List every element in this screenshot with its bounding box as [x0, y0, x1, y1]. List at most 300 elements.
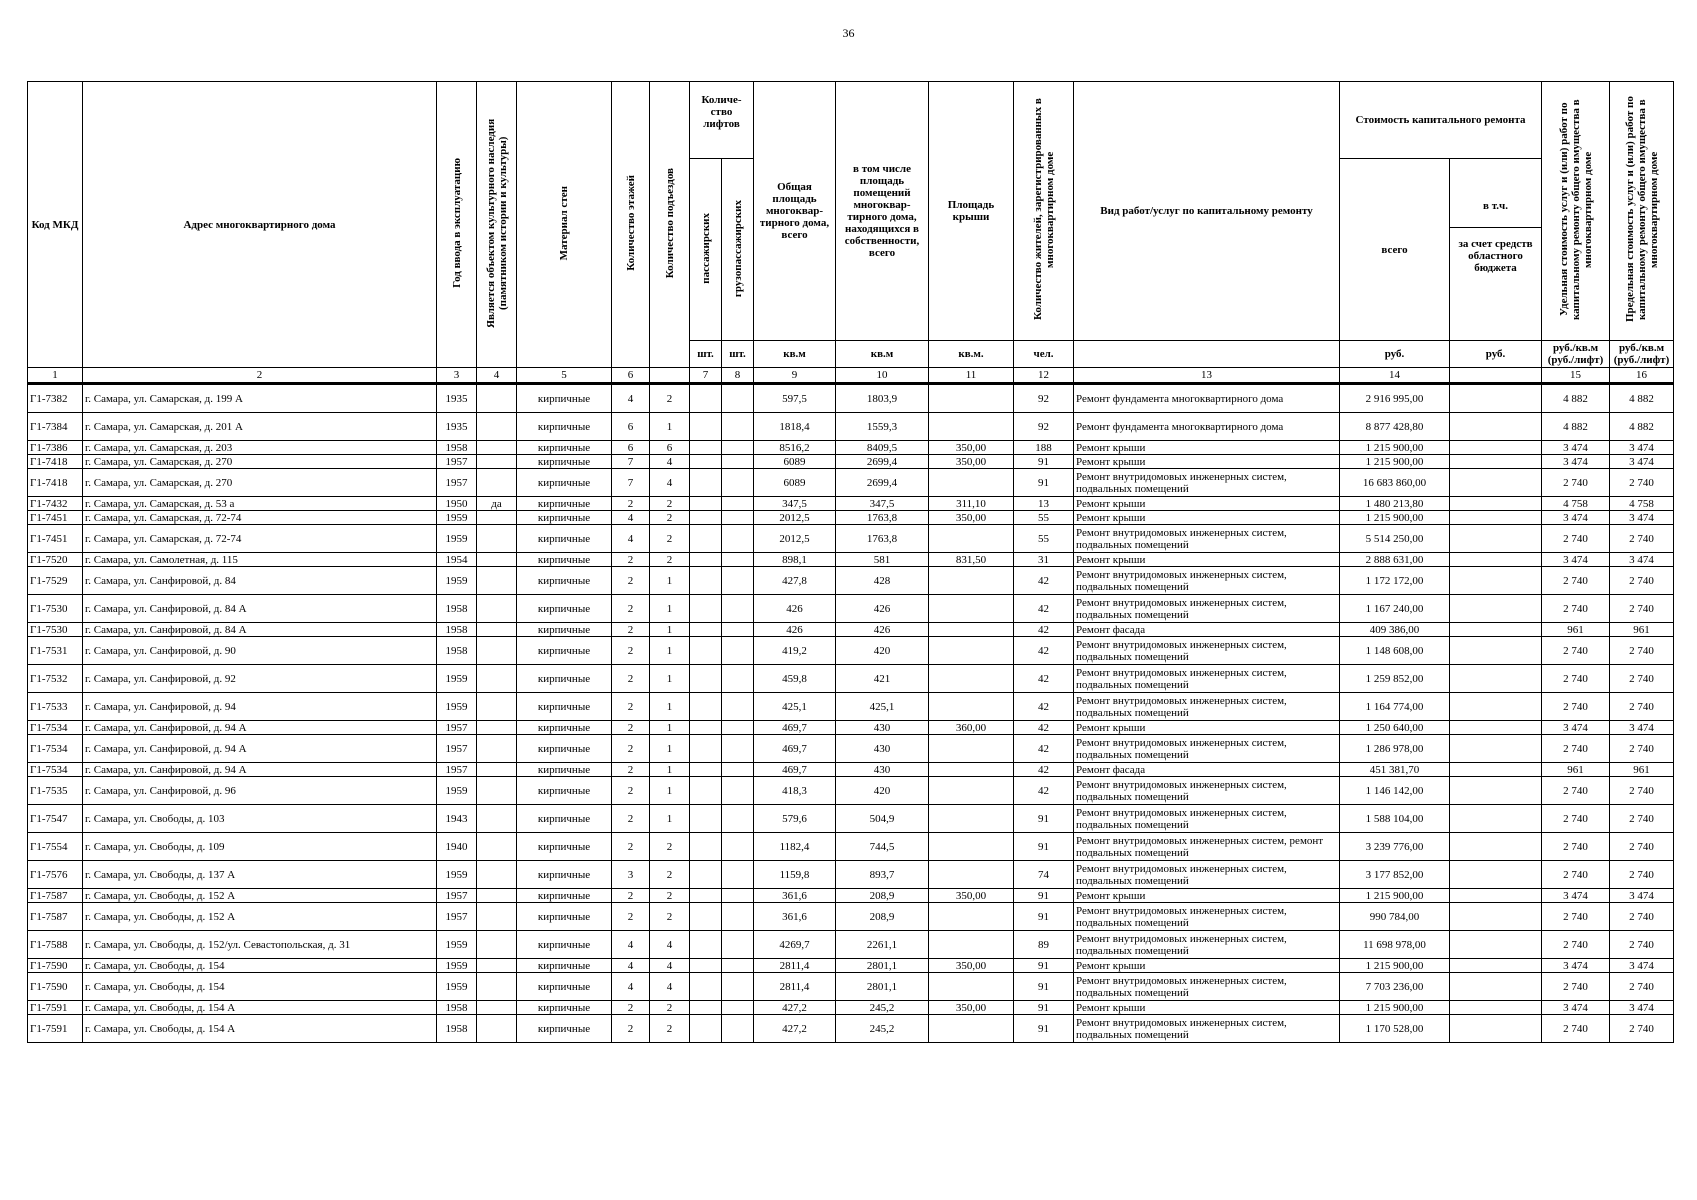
header-wall: Материал стен [517, 82, 612, 368]
cell-lifts-pass [690, 1015, 722, 1043]
cell-area-total: 427,8 [754, 567, 836, 595]
cell-max-cost: 2 740 [1610, 595, 1674, 623]
cell-floors: 2 [612, 735, 650, 763]
cell-area-owned: 744,5 [836, 833, 929, 861]
cell-cost-total: 1 146 142,00 [1340, 777, 1450, 805]
cell-lifts-pass [690, 959, 722, 973]
cell-cost-total: 1 215 900,00 [1340, 1001, 1450, 1015]
cell-cost-total: 1 215 900,00 [1340, 455, 1450, 469]
cell-cost-budget [1450, 413, 1542, 441]
cell-entrances: 2 [650, 861, 690, 889]
cell-entrances: 1 [650, 637, 690, 665]
cell-lifts-cargo [722, 735, 754, 763]
cell-work: Ремонт внутридомовых инженерных систем, подвальных помещений [1074, 469, 1340, 497]
cell-roof: 350,00 [929, 1001, 1014, 1015]
cell-cost-total: 409 386,00 [1340, 623, 1450, 637]
cell-cost-budget [1450, 1001, 1542, 1015]
cell-roof: 831,50 [929, 553, 1014, 567]
cell-wall: кирпичные [517, 763, 612, 777]
cell-cost-budget [1450, 553, 1542, 567]
cell-area-owned: 1559,3 [836, 413, 929, 441]
cell-address: г. Самара, ул. Свободы, д. 154 [83, 959, 437, 973]
cell-wall: кирпичные [517, 805, 612, 833]
cell-max-cost: 3 474 [1610, 959, 1674, 973]
header-cost-budget-group [1450, 159, 1542, 341]
cell-code: Г1-7534 [28, 735, 83, 763]
cell-entrances: 6 [650, 441, 690, 455]
cell-entrances: 1 [650, 721, 690, 735]
cell-address: г. Самара, ул. Санфировой, д. 94 А [83, 763, 437, 777]
cell-unit-cost: 2 740 [1542, 973, 1610, 1001]
cell-residents: 42 [1014, 721, 1074, 735]
cell-area-owned: 2699,4 [836, 469, 929, 497]
table-row [28, 455, 1674, 469]
cell-entrances: 1 [650, 413, 690, 441]
cell-code: Г1-7588 [28, 931, 83, 959]
header-work: Вид работ/услуг по капитальному ремонту [1074, 82, 1340, 341]
table-row [28, 469, 1674, 497]
cell-entrances: 4 [650, 973, 690, 1001]
cell-lifts-pass [690, 763, 722, 777]
cell-heritage [477, 595, 517, 623]
cell-cost-budget [1450, 665, 1542, 693]
cell-lifts-cargo [722, 1015, 754, 1043]
cell-wall: кирпичные [517, 511, 612, 525]
unit-area-owned: кв.м [836, 341, 929, 368]
cell-floors: 4 [612, 931, 650, 959]
cell-area-owned: 420 [836, 637, 929, 665]
cell-wall: кирпичные [517, 384, 612, 413]
cell-year: 1954 [437, 553, 477, 567]
cell-cost-total: 1 172 172,00 [1340, 567, 1450, 595]
cell-work: Ремонт фасада [1074, 763, 1340, 777]
unit-max-cost: руб./кв.м (руб./лифт) [1610, 341, 1674, 368]
cell-cost-total: 2 916 995,00 [1340, 384, 1450, 413]
cell-work: Ремонт крыши [1074, 721, 1340, 735]
cell-year: 1957 [437, 735, 477, 763]
cell-address: г. Самара, ул. Свободы, д. 152 А [83, 903, 437, 931]
cell-entrances: 2 [650, 497, 690, 511]
cell-code: Г1-7418 [28, 469, 83, 497]
cell-code: Г1-7432 [28, 497, 83, 511]
cell-address: г. Самара, ул. Самарская, д. 53 а [83, 497, 437, 511]
cell-cost-total: 1 215 900,00 [1340, 889, 1450, 903]
cell-wall: кирпичные [517, 959, 612, 973]
cell-heritage [477, 777, 517, 805]
cell-code: Г1-7591 [28, 1001, 83, 1015]
cell-residents: 91 [1014, 455, 1074, 469]
cell-lifts-pass [690, 637, 722, 665]
cell-address: г. Самара, ул. Санфировой, д. 84 [83, 567, 437, 595]
cell-year: 1959 [437, 931, 477, 959]
cell-wall: кирпичные [517, 413, 612, 441]
cell-max-cost: 2 740 [1610, 567, 1674, 595]
cell-roof [929, 567, 1014, 595]
cell-max-cost: 2 740 [1610, 861, 1674, 889]
cell-residents: 89 [1014, 931, 1074, 959]
unit-cost-budget: руб. [1450, 341, 1542, 368]
cell-cost-total: 990 784,00 [1340, 903, 1450, 931]
cell-lifts-pass [690, 384, 722, 413]
cell-heritage [477, 1001, 517, 1015]
cell-lifts-pass [690, 861, 722, 889]
cell-heritage [477, 469, 517, 497]
cell-code: Г1-7587 [28, 903, 83, 931]
cell-unit-cost: 4 758 [1542, 497, 1610, 511]
cell-roof [929, 469, 1014, 497]
cell-cost-total: 1 215 900,00 [1340, 441, 1450, 455]
cell-wall: кирпичные [517, 861, 612, 889]
cell-roof [929, 623, 1014, 637]
cell-roof [929, 903, 1014, 931]
cell-heritage [477, 455, 517, 469]
column-number: 15 [1542, 368, 1610, 384]
cell-area-total: 6089 [754, 469, 836, 497]
cell-cost-total: 2 888 631,00 [1340, 553, 1450, 567]
cell-area-owned: 893,7 [836, 861, 929, 889]
cell-entrances: 2 [650, 889, 690, 903]
cell-address: г. Самара, ул. Самарская, д. 201 А [83, 413, 437, 441]
repair-register-table [27, 81, 1674, 1043]
cell-lifts-pass [690, 693, 722, 721]
column-number: 11 [929, 368, 1014, 384]
cell-unit-cost: 3 474 [1542, 721, 1610, 735]
table-row [28, 777, 1674, 805]
cell-heritage [477, 567, 517, 595]
cell-roof [929, 805, 1014, 833]
unit-roof: кв.м. [929, 341, 1014, 368]
cell-residents: 92 [1014, 384, 1074, 413]
cell-unit-cost: 961 [1542, 763, 1610, 777]
cell-cost-budget [1450, 441, 1542, 455]
cell-address: г. Самара, ул. Санфировой, д. 90 [83, 637, 437, 665]
cell-year: 1959 [437, 959, 477, 973]
cell-residents: 55 [1014, 525, 1074, 553]
cell-floors: 2 [612, 763, 650, 777]
cell-lifts-cargo [722, 469, 754, 497]
cell-floors: 2 [612, 497, 650, 511]
column-number [1450, 368, 1542, 384]
cell-residents: 91 [1014, 805, 1074, 833]
cell-residents: 188 [1014, 441, 1074, 455]
cell-address: г. Самара, ул. Самолетная, д. 115 [83, 553, 437, 567]
cell-wall: кирпичные [517, 693, 612, 721]
cell-area-total: 2012,5 [754, 511, 836, 525]
cell-work: Ремонт внутридомовых инженерных систем, подвальных помещений [1074, 777, 1340, 805]
cell-lifts-cargo [722, 595, 754, 623]
cell-floors: 7 [612, 455, 650, 469]
header-area-total: Общая площадь многоквар-тирного дома, всего [754, 82, 836, 341]
cell-code: Г1-7530 [28, 623, 83, 637]
cell-lifts-pass [690, 511, 722, 525]
cell-entrances: 1 [650, 693, 690, 721]
unit-work [1074, 341, 1340, 368]
cell-code: Г1-7547 [28, 805, 83, 833]
cell-roof [929, 931, 1014, 959]
cell-wall: кирпичные [517, 777, 612, 805]
cell-year: 1935 [437, 413, 477, 441]
cell-area-owned: 245,2 [836, 1015, 929, 1043]
cell-roof: 311,10 [929, 497, 1014, 511]
cell-work: Ремонт внутридомовых инженерных систем, подвальных помещений [1074, 1015, 1340, 1043]
cell-code: Г1-7535 [28, 777, 83, 805]
cell-wall: кирпичные [517, 623, 612, 637]
cell-heritage [477, 623, 517, 637]
table-row [28, 959, 1674, 973]
table-row [28, 889, 1674, 903]
cell-cost-total: 1 215 900,00 [1340, 511, 1450, 525]
cell-floors: 2 [612, 777, 650, 805]
cell-address: г. Самара, ул. Свободы, д. 109 [83, 833, 437, 861]
cell-area-total: 2811,4 [754, 959, 836, 973]
cell-area-owned: 1803,9 [836, 384, 929, 413]
cell-cost-total: 1 170 528,00 [1340, 1015, 1450, 1043]
cell-entrances: 1 [650, 623, 690, 637]
cell-entrances: 2 [650, 511, 690, 525]
cell-entrances: 4 [650, 931, 690, 959]
cell-cost-total: 451 381,70 [1340, 763, 1450, 777]
header-residents: Количество жителей, зарегистрированных в многоквартирном доме [1014, 82, 1074, 341]
cell-residents: 91 [1014, 1001, 1074, 1015]
header-heritage: Является объектом культурного наследия (памятником истории и культуры) [477, 82, 517, 368]
cell-work: Ремонт фундамента многоквартирного дома [1074, 384, 1340, 413]
cell-lifts-pass [690, 413, 722, 441]
cell-max-cost: 2 740 [1610, 777, 1674, 805]
cell-area-total: 2811,4 [754, 973, 836, 1001]
cell-lifts-cargo [722, 777, 754, 805]
cell-unit-cost: 3 474 [1542, 889, 1610, 903]
cell-work: Ремонт крыши [1074, 959, 1340, 973]
cell-area-total: 427,2 [754, 1001, 836, 1015]
cell-roof: 350,00 [929, 455, 1014, 469]
cell-lifts-cargo [722, 511, 754, 525]
column-number [650, 368, 690, 384]
cell-area-total: 418,3 [754, 777, 836, 805]
cell-wall: кирпичные [517, 553, 612, 567]
cell-cost-budget [1450, 721, 1542, 735]
cell-residents: 91 [1014, 959, 1074, 973]
column-number: 4 [477, 368, 517, 384]
cell-wall: кирпичные [517, 721, 612, 735]
cell-address: г. Самара, ул. Самарская, д. 199 А [83, 384, 437, 413]
cell-unit-cost: 2 740 [1542, 567, 1610, 595]
cell-max-cost: 2 740 [1610, 693, 1674, 721]
cell-area-total: 1818,4 [754, 413, 836, 441]
cell-unit-cost: 3 474 [1542, 511, 1610, 525]
cell-work: Ремонт внутридомовых инженерных систем, подвальных помещений [1074, 903, 1340, 931]
table-row [28, 1001, 1674, 1015]
cell-lifts-cargo [722, 455, 754, 469]
unit-residents: чел. [1014, 341, 1074, 368]
cell-unit-cost: 3 474 [1542, 441, 1610, 455]
table-row [28, 931, 1674, 959]
column-number: 2 [83, 368, 437, 384]
cell-area-total: 898,1 [754, 553, 836, 567]
header-entrances: Количество подъездов [650, 82, 690, 368]
table-row [28, 665, 1674, 693]
cell-area-owned: 426 [836, 623, 929, 637]
cell-unit-cost: 2 740 [1542, 931, 1610, 959]
cell-entrances: 1 [650, 777, 690, 805]
cell-address: г. Самара, ул. Свободы, д. 137 А [83, 861, 437, 889]
cell-area-owned: 426 [836, 595, 929, 623]
cell-max-cost: 2 740 [1610, 525, 1674, 553]
table-row [28, 833, 1674, 861]
cell-work: Ремонт крыши [1074, 1001, 1340, 1015]
table-row [28, 623, 1674, 637]
column-number: 10 [836, 368, 929, 384]
cell-floors: 2 [612, 567, 650, 595]
cell-roof [929, 637, 1014, 665]
cell-cost-budget [1450, 693, 1542, 721]
cell-max-cost: 2 740 [1610, 931, 1674, 959]
cell-lifts-pass [690, 525, 722, 553]
table-row [28, 1015, 1674, 1043]
cell-lifts-cargo [722, 959, 754, 973]
cell-area-owned: 347,5 [836, 497, 929, 511]
header-lifts-pass: пассажирских [690, 159, 722, 341]
cell-lifts-pass [690, 721, 722, 735]
unit-unit-cost: руб./кв.м (руб./лифт) [1542, 341, 1610, 368]
cell-year: 1957 [437, 455, 477, 469]
cell-year: 1959 [437, 777, 477, 805]
cell-cost-budget [1450, 973, 1542, 1001]
cell-area-owned: 208,9 [836, 889, 929, 903]
cell-lifts-cargo [722, 1001, 754, 1015]
cell-cost-total: 16 683 860,00 [1340, 469, 1450, 497]
cell-residents: 42 [1014, 623, 1074, 637]
cell-heritage [477, 525, 517, 553]
cell-residents: 91 [1014, 889, 1074, 903]
cell-unit-cost: 2 740 [1542, 903, 1610, 931]
cell-address: г. Самара, ул. Санфировой, д. 84 А [83, 623, 437, 637]
cell-code: Г1-7520 [28, 553, 83, 567]
cell-area-owned: 245,2 [836, 1001, 929, 1015]
cell-cost-total: 1 164 774,00 [1340, 693, 1450, 721]
cell-cost-budget [1450, 889, 1542, 903]
cell-residents: 91 [1014, 1015, 1074, 1043]
cell-code: Г1-7534 [28, 721, 83, 735]
cell-heritage [477, 693, 517, 721]
cell-area-owned: 428 [836, 567, 929, 595]
cell-address: г. Самара, ул. Самарская, д. 270 [83, 455, 437, 469]
cell-heritage [477, 441, 517, 455]
cell-residents: 91 [1014, 469, 1074, 497]
cell-area-total: 1182,4 [754, 833, 836, 861]
cell-cost-total: 11 698 978,00 [1340, 931, 1450, 959]
cell-area-total: 2012,5 [754, 525, 836, 553]
cell-entrances: 1 [650, 735, 690, 763]
column-number: 3 [437, 368, 477, 384]
cell-work: Ремонт крыши [1074, 441, 1340, 455]
cell-cost-budget [1450, 455, 1542, 469]
cell-lifts-pass [690, 1001, 722, 1015]
column-number: 1 [28, 368, 83, 384]
cell-address: г. Самара, ул. Свободы, д. 154 [83, 973, 437, 1001]
cell-residents: 31 [1014, 553, 1074, 567]
cell-code: Г1-7554 [28, 833, 83, 861]
cell-floors: 4 [612, 525, 650, 553]
cell-lifts-pass [690, 973, 722, 1001]
cell-cost-budget [1450, 861, 1542, 889]
cell-residents: 74 [1014, 861, 1074, 889]
cell-code: Г1-7384 [28, 413, 83, 441]
cell-lifts-cargo [722, 805, 754, 833]
cell-unit-cost: 3 474 [1542, 1001, 1610, 1015]
cell-floors: 2 [612, 637, 650, 665]
header-unit-cost: Удельная стоимость услуг и (или) работ по капитальному ремонту общего имущества в многоквартирном доме [1542, 82, 1610, 341]
cell-heritage [477, 903, 517, 931]
cell-cost-budget [1450, 1015, 1542, 1043]
cell-cost-total: 3 177 852,00 [1340, 861, 1450, 889]
cell-heritage [477, 833, 517, 861]
cell-year: 1935 [437, 384, 477, 413]
table-header [28, 82, 1674, 384]
cell-cost-total: 1 215 900,00 [1340, 959, 1450, 973]
cell-code: Г1-7587 [28, 889, 83, 903]
cell-roof [929, 777, 1014, 805]
cell-lifts-pass [690, 833, 722, 861]
cell-lifts-cargo [722, 623, 754, 637]
cell-wall: кирпичные [517, 1015, 612, 1043]
cell-work: Ремонт фундамента многоквартирного дома [1074, 413, 1340, 441]
cell-lifts-pass [690, 931, 722, 959]
cell-heritage [477, 973, 517, 1001]
cell-cost-total: 8 877 428,80 [1340, 413, 1450, 441]
cell-area-total: 469,7 [754, 721, 836, 735]
header-floors: Количество этажей [612, 82, 650, 368]
cell-year: 1959 [437, 525, 477, 553]
cell-roof: 350,00 [929, 441, 1014, 455]
cell-area-owned: 8409,5 [836, 441, 929, 455]
cell-lifts-pass [690, 567, 722, 595]
table-row [28, 413, 1674, 441]
cell-address: г. Самара, ул. Санфировой, д. 94 А [83, 721, 437, 735]
cell-cost-total: 1 480 213,80 [1340, 497, 1450, 511]
cell-work: Ремонт крыши [1074, 511, 1340, 525]
cell-max-cost: 961 [1610, 763, 1674, 777]
cell-residents: 42 [1014, 637, 1074, 665]
cell-residents: 92 [1014, 413, 1074, 441]
cell-wall: кирпичные [517, 567, 612, 595]
cell-work: Ремонт внутридомовых инженерных систем, подвальных помещений [1074, 693, 1340, 721]
cell-area-owned: 430 [836, 735, 929, 763]
cell-unit-cost: 2 740 [1542, 595, 1610, 623]
cell-residents: 42 [1014, 693, 1074, 721]
cell-work: Ремонт внутридомовых инженерных систем, подвальных помещений [1074, 861, 1340, 889]
cell-heritage [477, 665, 517, 693]
cell-max-cost: 2 740 [1610, 469, 1674, 497]
cell-floors: 6 [612, 413, 650, 441]
header-code: Код МКД [28, 82, 83, 368]
cell-unit-cost: 2 740 [1542, 861, 1610, 889]
cell-year: 1957 [437, 889, 477, 903]
cell-roof [929, 384, 1014, 413]
cell-floors: 6 [612, 441, 650, 455]
cell-cost-total: 1 250 640,00 [1340, 721, 1450, 735]
cell-wall: кирпичные [517, 833, 612, 861]
table-row [28, 805, 1674, 833]
cell-heritage [477, 721, 517, 735]
cell-area-owned: 420 [836, 777, 929, 805]
cell-code: Г1-7451 [28, 511, 83, 525]
cell-address: г. Самара, ул. Свободы, д. 103 [83, 805, 437, 833]
cell-lifts-cargo [722, 931, 754, 959]
column-number: 7 [690, 368, 722, 384]
cell-area-owned: 2801,1 [836, 959, 929, 973]
cell-roof [929, 665, 1014, 693]
cell-floors: 4 [612, 959, 650, 973]
